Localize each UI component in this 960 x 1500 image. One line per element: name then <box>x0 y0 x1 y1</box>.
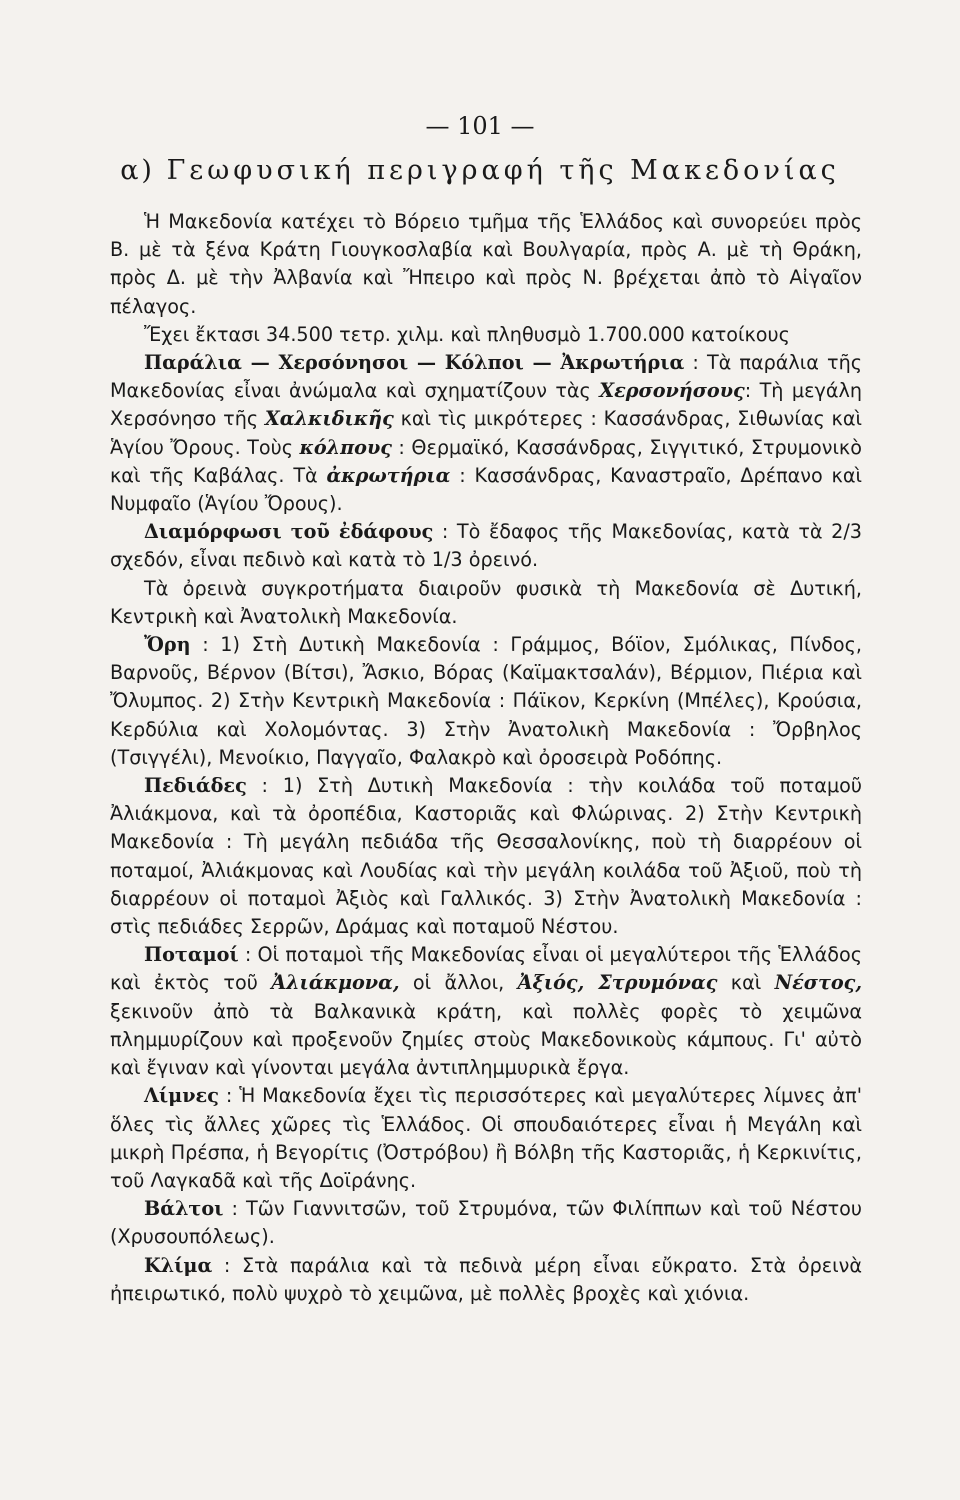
paragraph <box>110 772 862 941</box>
body-text <box>110 208 862 1308</box>
emphasis-term: Λίμνες <box>144 1084 219 1108</box>
paragraph <box>110 575 862 631</box>
emphasis-term: κόλπους <box>299 435 392 459</box>
text-run: καὶ <box>717 971 775 995</box>
emphasis-term: Ἀλιάκμονα, <box>271 971 400 995</box>
text-run: : Κασσάνδρας, Καναστραῖο, Δρέπανο καὶ Νυμφαῖο (Ἁγίου Ὄρους). <box>110 463 862 516</box>
page-number: — 101 — <box>425 112 535 140</box>
paragraph <box>110 1252 862 1308</box>
emphasis-term: Χερσονήσους <box>599 379 745 403</box>
emphasis-term: Παράλια — Χερσόνησοι — Κόλποι — Ἀκρωτήρια <box>144 351 685 375</box>
emphasis-term: Ὄρη <box>144 633 191 657</box>
text-run: : Τῶν Γιαννιτσῶν, τοῦ Στρυμόνα, τῶν Φιλίππων καὶ τοῦ Νέστου (Χρυσουπόλεως). <box>110 1197 862 1249</box>
section-title: Γεωφυσική περιγραφή τῆς Μακεδονίας <box>166 155 840 186</box>
text-run: : Οἱ ποταμοὶ τῆς Μακεδονίας εἶναι οἱ μεγαλύτεροι τῆς Ἑλλάδος καὶ ἐκτὸς τοῦ <box>110 943 862 995</box>
emphasis-term: Διαμόρφωσι τοῦ ἐδάφους <box>144 520 434 544</box>
emphasis-term: Κλίμα <box>144 1253 213 1277</box>
paragraph <box>110 941 862 1082</box>
emphasis-term: Πεδιάδες <box>144 774 247 798</box>
text-run: : 1) Στὴ Δυτικὴ Μακεδονία : Γράμμος, Βόϊον, Σμόλικας, Πίνδος, Βαρνοῦς, Βέρνον (Βίτσι), Ἄσκιο, Βόρας (Καϊμακτσαλάν), Βέρμιον, Πιέρια καὶ Ὄλυμπος. 2) Στὴν Κεντρικὴ Μακεδονία : Πάϊκον, Κερκίνη (Μπέλες), Κρούσια, Κερδύλια καὶ Χολομόντας. 3) Στὴν Ἀνατολικὴ Μακεδονία : Ὄρβηλος (Τσιγγέλι), Μενοίκιο, Παγγαῖο, Φαλακρὸ καὶ ὀροσειρὰ Ροδόπης. <box>110 633 862 769</box>
paragraph <box>110 208 862 321</box>
emphasis-term: Βάλτοι <box>144 1197 224 1221</box>
text-run: : 1) Στὴ Δυτικὴ Μακεδονία : τὴν κοιλάδα τοῦ ποταμοῦ Ἀλιάκμονα, καὶ τὰ ὀροπέδια, Καστοριᾶς καὶ Φλώρινας. 2) Στὴν Κεντρικὴ Μακεδονία : Τὴ μεγάλη πεδιάδα τῆς Θεσσαλονίκης, ποὺ τὴ διαρρέουν οἱ ποταμοί, Ἀλιάκμονας καὶ Λουδίας καὶ τὴν μεγάλη κοιλάδα τοῦ Ἀξιοῦ, ποὺ τὴ διαρρέουν οἱ ποταμοὶ Ἀξιὸς καὶ Γαλλικός. 3) Στὴν Ἀνατολικὴ Μακεδονία : στὶς πεδιάδες Σερρῶν, Δράμας καὶ ποταμοῦ Νέστου. <box>110 774 862 939</box>
text-run: Ἡ Μακεδονία κατέχει τὸ Βόρειο τμῆμα τῆς Ἑλλάδος καὶ συνορεύει πρὸς Β. μὲ τὰ ξένα Κράτη Γιουγκοσλαβία καὶ Βουλγαρία, πρὸς Α. μὲ τὴ Θράκη, πρὸς Δ. μὲ τὴν Ἀλβανία καὶ Ἤπειρο καὶ πρὸς Ν. βρέχεται ἀπὸ τὸ Αἰγαῖον πέλαγος. <box>110 210 862 318</box>
text-run: Τὰ ὀρεινὰ συγκροτήματα διαιροῦν φυσικὰ τὴ Μακεδονία σὲ Δυτική, Κεντρικὴ καὶ Ἀνατολικὴ Μακεδονία. <box>110 576 862 628</box>
paragraph <box>110 1082 862 1195</box>
text-run: : Θερμαϊκό, Κασσάνδρας, Σιγγιτικό, Στρυμονικὸ καὶ τῆς Καβάλας. Τὰ <box>110 435 862 487</box>
text-run: : Ἡ Μακεδονία ἔχει τὶς περισσότερες καὶ μεγαλύτερες λίμνες ἀπ' ὅλες τὶς ἄλλες χῶρες τὶς Ἑλλάδος. Οἱ σπουδαιότερες εἶναι ἡ Μεγάλη καὶ μικρὴ Πρέσπα, ἡ Βεγορίτις (Ὀστρόβου) ἢ Βόλβη τῆς Καστοριᾶς, ἡ Κερκινίτις, τοῦ Λαγκαδᾶ καὶ τῆς Δοϊράνης. <box>110 1084 862 1192</box>
text-run: : Στὰ παράλια καὶ τὰ πεδινὰ μέρη εἶναι εὔκρατο. Στὰ ὀρεινὰ ἠπειρωτικό, πολὺ ψυχρὸ τὸ χειμῶνα, μὲ πολλὲς βροχὲς καὶ χιόνια. <box>110 1253 862 1305</box>
text-run: καὶ τὶς μικρότερες : Κασσάνδρας, Σιθωνίας καὶ Ἁγίου Ὄρους. Τοὺς <box>110 407 862 459</box>
emphasis-term: ἀκρωτήρια <box>326 463 451 487</box>
text-run: : Τὴ μεγάλη Χερσόνησο τῆς <box>110 379 862 431</box>
paragraph <box>110 518 862 574</box>
text-run: Ἔχει ἔκτασι 34.500 τετρ. χιλμ. καὶ πληθυσμὸ 1.700.000 κατοίκους <box>144 322 790 346</box>
section-heading <box>0 155 960 186</box>
paragraph <box>110 631 862 772</box>
text-run: οἱ ἄλλοι, <box>399 971 518 995</box>
text-run: : Τὰ παράλια τῆς Μακεδονίας εἶναι ἀνώμαλα καὶ σχηματίζουν τὰς <box>110 351 862 403</box>
emphasis-term: Ποταμοί <box>144 943 239 967</box>
paragraph <box>110 1195 862 1251</box>
text-run: ξεκινοῦν ἀπὸ τὰ Βαλκανικὰ κράτη, καὶ πολλὲς φορὲς τὸ χειμῶνα πλημμυρίζουν καὶ προξενοῦν ζημίες στοὺς Μακεδονικοὺς κάμπους. Γι' αὐτὸ καὶ ἔγιναν καὶ γίνονται μεγάλα ἀντιπλημμυρικὰ ἔργα. <box>110 999 862 1080</box>
emphasis-term: Χαλκιδικῆς <box>264 407 394 431</box>
text-run: : Τὸ ἔδαφος τῆς Μακεδονίας, κατὰ τὰ 2/3 σχεδόν, εἶναι πεδινὸ καὶ κατὰ τὸ 1/3 ὀρεινό. <box>110 520 862 572</box>
paragraph <box>110 349 862 518</box>
section-label: α) <box>120 155 155 186</box>
paragraph <box>110 321 862 349</box>
emphasis-term: Νέστος, <box>774 971 863 995</box>
emphasis-term: Ἀξιός, Στρυμόνας <box>517 971 718 995</box>
